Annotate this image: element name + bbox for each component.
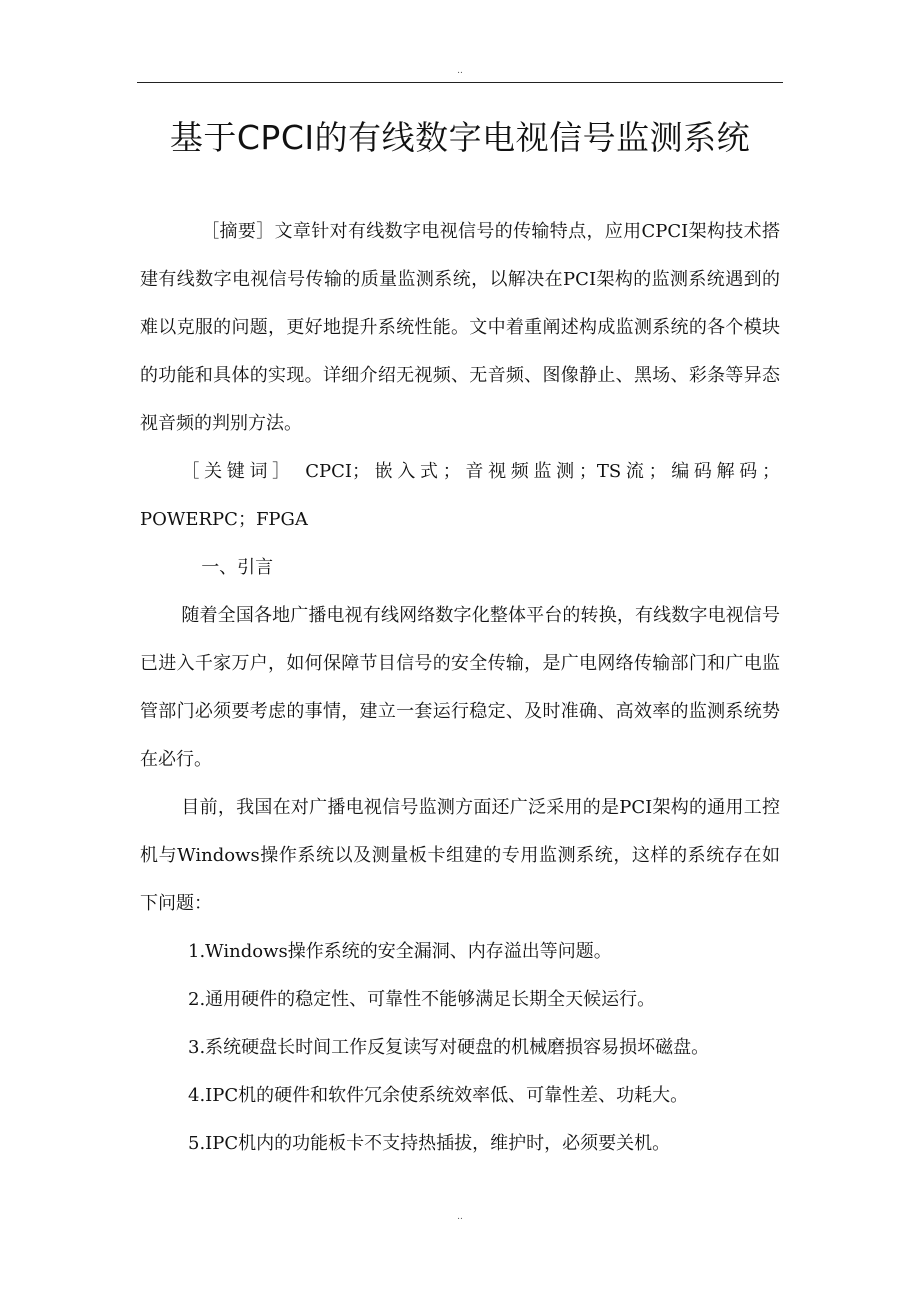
problem-item-5: 5.IPC机内的功能板卡不支持热插拔，维护时，必须要关机。 (188, 1133, 671, 1154)
problem-item-1: 1.Windows操作系统的安全漏洞、内存溢出等问题。 (188, 941, 612, 962)
footer-mark: .. (457, 1212, 463, 1222)
intro-paragraph-2: 目前，我国在对广播电视信号监测方面还广泛采用的是PCI架构的通用工控机与Windows操作系统以及测量板卡组建的专用监测系统，这样的系统存在如下问题： (140, 797, 780, 914)
problem-item-2: 2.通用硬件的稳定性、可靠性不能够满足长期全天候运行。 (188, 989, 656, 1010)
header-mark: .. (457, 66, 463, 76)
section-heading-introduction: 一、引言 (201, 557, 274, 578)
document-title: 基于CPCI的有线数字电视信号监测系统 (169, 118, 751, 157)
problem-item-3: 3.系统硬盘长时间工作反复读写对硬盘的机械磨损容易损坏磁盘。 (188, 1037, 710, 1058)
keywords-paragraph: ［关键词］ CPCI；嵌入式；音视频监测；TS流；编码解码；POWERPC；FPGA (140, 461, 780, 530)
abstract-paragraph: ［摘要］文章针对有线数字电视信号的传输特点，应用CPCI架构技术搭建有线数字电视信号传输的质量监测系统，以解决在PCI架构的监测系统遇到的难以克服的问题，更好地提升系统性能。文中着重阐述构成监测系统的各个模块的功能和具体的实现。详细介绍无视频、无音频、图像静止、黑场、彩条等异态视音频的判别方法。 (140, 221, 780, 434)
document-body (140, 208, 780, 1168)
header-rule (137, 82, 783, 83)
intro-paragraph-1: 随着全国各地广播电视有线网络数字化整体平台的转换，有线数字电视信号已进入千家万户，如何保障节目信号的安全传输，是广电网络传输部门和广电监管部门必须要考虑的事情，建立一套运行稳定、及时准确、高效率的监测系统势在必行。 (140, 605, 780, 770)
problem-item-4: 4.IPC机的硬件和软件冗余使系统效率低、可靠性差、功耗大。 (188, 1085, 689, 1106)
